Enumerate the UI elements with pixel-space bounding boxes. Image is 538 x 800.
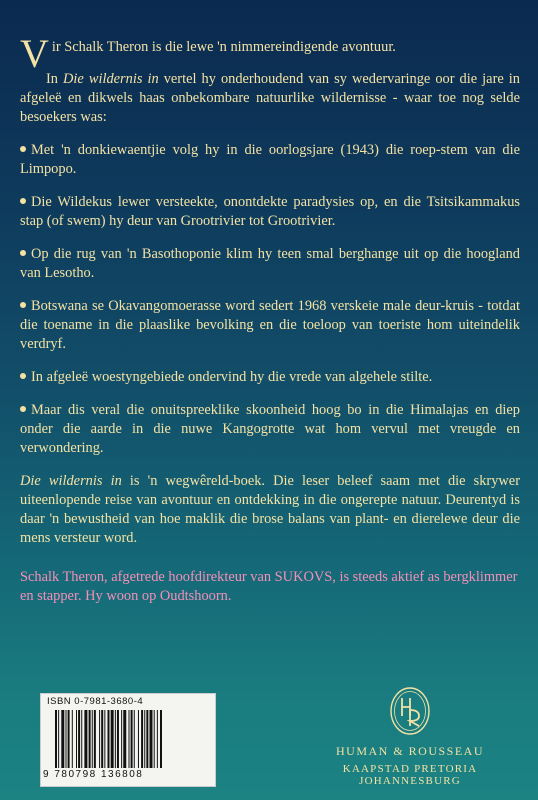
bullet-item — [20, 245, 520, 283]
publisher-logo-icon — [388, 686, 432, 736]
intro-paragraph — [20, 70, 520, 127]
back-cover-text — [20, 31, 520, 606]
bullet-item — [20, 401, 520, 458]
intro — [20, 31, 520, 127]
barcode-icon — [55, 710, 207, 768]
bullet-text: In afgeleë woestyngebiede ondervind hy die vrede van algehele stilte. — [31, 369, 433, 385]
intro-line1-text: ir Schalk Theron is die lewe 'n nimmereindigende avontuur. — [51, 39, 396, 55]
publisher-name: HUMAN & ROUSSEAU — [335, 744, 484, 758]
drop-cap: V — [20, 31, 49, 76]
closing-paragraph — [20, 472, 520, 548]
barcode-number: 9 780798 136808 — [43, 769, 144, 780]
intro-rest: vertel hy onderhoudend van sy wedervaringe oor die jare in afgeleë en dikwels haas onbekombare natuurlike wildernisse - waar toe nog selde besoekers was: — [20, 71, 520, 125]
bullet-item — [20, 141, 520, 179]
bullet-text: Maar dis veral die onuitspreeklike skoonheid hoog bo in die Himalajas en diep onder die aarde in die nuwe Kangogrotte wat hom vervul met vreugde en verwondering. — [20, 402, 520, 456]
bullet-item — [20, 297, 520, 354]
intro-prefix: In — [46, 71, 64, 87]
closing-text: is 'n wegwêreld-boek. Die leser beleef saam met die skrywer uiteenlopende reise van avontuur en ontdekking in die ongerepte natuur. Deurentyd is daar 'n bewustheid van hoe maklik die brose balans van plant- en dierelewe deur die mens versteur word. — [20, 473, 520, 546]
author-bio: Schalk Theron, afgetrede hoofdirekteur van SUKOVS, is steeds aktief as bergklimmer en stapper. Hy woon op Oudtshoorn. — [20, 569, 518, 604]
book-title-italic: Die wildernis in — [63, 71, 159, 87]
bullet-dot-icon — [20, 146, 26, 152]
bullet-text: Met 'n donkiewaentjie volg hy in die oorlogsjare (1943) die roep-stem van die Limpopo. — [20, 142, 520, 177]
bullet-dot-icon — [20, 302, 26, 308]
publisher-cities: KAAPSTAD PRETORIA JOHANNESBURG — [342, 763, 478, 787]
bullet-text: Die Wildekus lewer versteekte, onontdekte paradysies op, en die Tsitsikammakus stap (of swem) hy deur van Grootrivier tot Grootrivier. — [20, 194, 520, 229]
bullet-item — [20, 368, 520, 387]
bullet-text: Op die rug van 'n Basothoponie klim hy teen smal berghange uit op die hoogland van Lesotho. — [20, 246, 520, 281]
publisher-block — [300, 686, 520, 787]
closing-book-title: Die wildernis in — [20, 473, 122, 489]
bullet-item — [20, 193, 520, 231]
barcode-label — [40, 693, 216, 787]
bullet-dot-icon — [20, 406, 26, 412]
intro-first-line — [20, 31, 520, 76]
isbn-text: ISBN 0-7981-3680-4 — [47, 696, 144, 707]
bullet-dot-icon — [20, 198, 26, 204]
bullet-text: Botswana se Okavangomoerasse word sedert 1968 verskeie male deur-kruis - totdat die toename in die plaaslike bevolking en die toeloop van toeriste hom uiteindelik verdryf. — [20, 298, 520, 352]
bullet-dot-icon — [20, 373, 26, 379]
bullet-dot-icon — [20, 250, 26, 256]
